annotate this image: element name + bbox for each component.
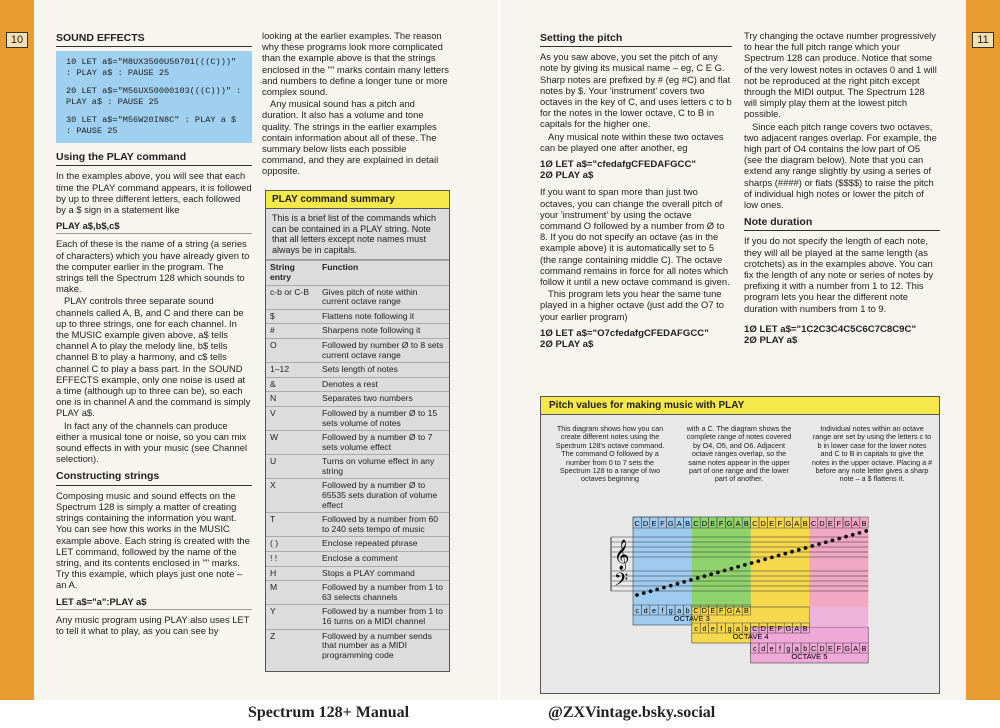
green-band <box>692 517 751 607</box>
note-label: g <box>668 606 673 615</box>
command-row <box>266 479 449 513</box>
note-duration-heading: Note duration <box>744 214 940 231</box>
note-label: g <box>727 624 732 633</box>
command-entry: 1–12 <box>266 363 318 378</box>
note-dot <box>756 559 760 563</box>
example-a-heading: LET a$="a":PLAY a$ <box>56 596 252 610</box>
note-dot <box>831 539 835 543</box>
note-label: E <box>828 644 833 653</box>
command-function: Gives pitch of note within current octave range <box>318 285 449 309</box>
command-summary-box <box>265 190 450 672</box>
note-dot <box>723 569 727 573</box>
command-function: Separates two numbers <box>318 392 449 407</box>
sound-effects-heading: SOUND EFFECTS <box>56 30 252 47</box>
note-label: D <box>701 519 708 528</box>
pitch-values-box <box>540 396 940 694</box>
note-label: B <box>861 644 867 653</box>
note-label: a <box>677 606 682 615</box>
note-label: G <box>726 519 733 528</box>
command-row <box>266 431 449 455</box>
command-function: Followed by number Ø to 8 sets current octave range <box>318 338 449 362</box>
sound-effects-code-box <box>56 51 252 143</box>
left-page <box>0 0 498 700</box>
command-function: Followed by a number from 60 to 240 sets tempo of music <box>318 513 449 537</box>
right-orange-strip <box>966 0 1000 700</box>
note-dot <box>844 535 848 539</box>
command-entry: $ <box>266 309 318 324</box>
note-label: d <box>643 606 648 615</box>
note-label: E <box>769 519 775 528</box>
note-dot <box>669 584 673 588</box>
command-function: Followed by a number from 1 to 16 turns on a MIDI channel <box>318 605 449 629</box>
command-row <box>266 581 449 605</box>
octave-label: OCTAVE 5 <box>791 652 828 661</box>
note-label: b <box>685 606 690 615</box>
note-dot <box>837 537 841 541</box>
note-label: G <box>667 519 674 528</box>
note-dot <box>682 580 686 584</box>
note-dot <box>804 546 808 550</box>
command-entry: & <box>266 377 318 392</box>
note-dot <box>642 591 646 595</box>
note-dot <box>851 533 855 537</box>
note-label: D <box>701 606 708 615</box>
command-entry: M <box>266 581 318 605</box>
note-label: f <box>661 606 664 615</box>
note-label: C <box>693 519 699 528</box>
note-label: f <box>779 644 781 653</box>
command-entry: ( ) <box>266 537 318 552</box>
note-dot <box>858 531 862 535</box>
col-entry-header: String entry <box>266 261 318 285</box>
note-dot <box>797 548 801 552</box>
command-function: Turns on volume effect in any string <box>318 455 449 479</box>
command-summary-intro: This is a brief list of the commands which can be contained in a PLAY string. Note that all letters except note names must always be in capitals. <box>266 209 449 260</box>
command-row <box>266 285 449 309</box>
note-label: d <box>761 644 766 653</box>
command-row <box>266 566 449 581</box>
note-label: A <box>853 644 858 653</box>
note-label: B <box>743 519 749 528</box>
paragraph: If you do not specify the length of each note, they will all be played at the same length (as crotchets) as in the examples above. You can fix the length of any note or series of notes by prefixing it with a number from 1 to 12. This program lets you hear the different note duration with numbers from 1 to 9. <box>744 235 934 314</box>
note-dot <box>655 587 659 591</box>
setting-pitch-heading: Setting the pitch <box>540 30 732 47</box>
note-dot <box>716 571 720 575</box>
note-label: E <box>710 519 716 528</box>
command-entry: Z <box>266 629 318 662</box>
command-function: Followed by a number Ø to 15 sets volume of notes <box>318 406 449 430</box>
note-dot <box>750 561 754 565</box>
command-entry: U <box>266 455 318 479</box>
note-label: A <box>794 624 800 633</box>
command-row <box>266 455 449 479</box>
note-dot <box>696 576 700 580</box>
note-label: b <box>744 624 749 633</box>
command-function: Sharpens note following it <box>318 324 449 339</box>
command-function: Followed by a number from 1 to 63 selects channels <box>318 581 449 605</box>
command-row <box>266 324 449 339</box>
note-label: A <box>735 606 741 615</box>
paragraph: In fact any of the channels can produce either a musical tone or noise, so you can mix sound effects in with your music (see Channel selection). <box>56 419 248 465</box>
left-column-2 <box>262 30 450 178</box>
note-dot <box>864 529 868 533</box>
using-play-heading: Using the PLAY command <box>56 149 252 166</box>
note-dot <box>770 555 774 559</box>
paragraph: As you saw above, you set the pitch of any note by giving its musical name – eg, C E G. Sharp notes are prefixed by # (eg #C) and flat notes by $. Your 'instrument' covers two octaves in the key of C, and uses letters c to b for the notes in the lower octave, C to B in capitals for the higher one. <box>540 51 732 130</box>
pitch-text-2: with a C. The diagram shows the complete range of notes covered by O4, O5, and O6. Adjacent octave ranges overlap, so the same notes appear in the upper part of one range and the lower part of another. <box>686 424 792 484</box>
note-label: C <box>752 624 758 633</box>
note-label: F <box>719 606 724 615</box>
note-label: e <box>652 606 656 615</box>
command-table <box>266 260 449 662</box>
note-label: A <box>794 519 800 528</box>
note-label: e <box>769 644 774 653</box>
command-row <box>266 629 449 662</box>
command-entry: T <box>266 513 318 537</box>
note-label: D <box>819 644 825 653</box>
command-function: Flattens note following it <box>318 309 449 324</box>
command-entry: W <box>266 431 318 455</box>
note-dot <box>729 567 733 571</box>
note-label: B <box>685 519 691 528</box>
command-row <box>266 605 449 629</box>
play-syntax-heading: PLAY a$,b$,c$ <box>56 220 252 234</box>
command-function: Enclose a comment <box>318 552 449 567</box>
note-label: E <box>769 624 774 633</box>
paragraph: Any musical sound has a pitch and duration. It also has a volume and tone quality. The strings in the earlier examples contain information about all of these. The summary below lists each possible command, and they are explained in detail opposite. <box>262 98 439 177</box>
note-dot <box>689 578 693 582</box>
note-dot <box>743 563 747 567</box>
paragraph: looking at the earlier examples. The reason why these programs look more complicated than the example above is that the strings enclosed in the "" marks contain many letters and numbers to define a longer tune or more complex sound. <box>262 30 449 98</box>
command-row <box>266 552 449 567</box>
note-label: F <box>777 519 783 528</box>
note-label: A <box>676 519 682 528</box>
code-line: 1Ø LET a$="O7cfedafgCFEDAFGCC" <box>540 327 709 339</box>
note-label: f <box>720 624 723 633</box>
page-number-left: 10 <box>6 32 28 48</box>
paragraph: PLAY controls three separate sound channels called A, B, and C and there can be up to three strings, one for each channel. In the MUSIC example given above, a$ tells channel A to play the melody line, b$ tells channel B to play a harmony, and c$ tells channel C to play a bass part. In the SOUND EFFECTS example, only one noise is used at a time (although up to three can be), so each one is in channel A and the command is simply PLAY a$. <box>56 295 251 419</box>
col-function-header: Function <box>318 261 449 285</box>
paragraph: Each of these is the name of a string (a series of characters) which you have already given to the computer earlier in the program. The strings tell the Spectrum 128 which sounds to make. <box>56 238 250 295</box>
command-entry: c-b or C-B <box>266 285 318 309</box>
note-label: F <box>836 644 841 653</box>
note-dot <box>817 542 821 546</box>
note-label: B <box>802 624 808 633</box>
command-function: Followed by a number Ø to 65535 sets duration of volume effect <box>318 479 449 513</box>
note-label: E <box>710 606 716 615</box>
code-line: 2Ø PLAY a$ <box>540 339 594 351</box>
note-label: G <box>785 519 792 528</box>
note-dot <box>824 540 828 544</box>
command-entry: N <box>266 392 318 407</box>
note-label: D <box>760 624 766 633</box>
left-orange-strip <box>0 0 34 700</box>
note-label: A <box>853 519 859 528</box>
code-block <box>540 159 732 181</box>
command-function: Denotes a rest <box>318 377 449 392</box>
note-label: a <box>736 624 740 633</box>
command-entry: # <box>266 324 318 339</box>
note-dot <box>709 572 713 576</box>
command-row <box>266 309 449 324</box>
right-column-2 <box>744 30 940 351</box>
code-block <box>744 324 940 346</box>
note-label: c <box>753 644 757 653</box>
note-label: D <box>760 519 766 528</box>
note-label: G <box>844 519 851 528</box>
command-row <box>266 406 449 430</box>
command-row <box>266 377 449 392</box>
note-label: D <box>819 519 825 528</box>
paragraph: This program lets you hear the same tune played in a higher octave (just add the O7 to your earlier program) <box>540 288 724 322</box>
pitch-values-title: Pitch values for making music with PLAY <box>541 397 939 415</box>
octave-label: OCTAVE 3 <box>673 614 710 623</box>
command-row <box>266 537 449 552</box>
note-label: g <box>786 644 791 653</box>
paragraph: Any music program using PLAY also uses LET to tell it what to play, as you can see by <box>56 613 250 636</box>
note-label: C <box>752 519 758 528</box>
note-dot <box>777 554 781 558</box>
command-function: Followed by a number sends that number as a MIDI programming code <box>318 629 449 662</box>
footer-left: Spectrum 128+ Manual <box>248 704 410 721</box>
note-dot <box>676 582 680 586</box>
paragraph: In the examples above, you will see that each time the PLAY command appears, it is followed by up to three different letters, each followed by a $ sign in a statement like <box>56 170 252 216</box>
footer-right: @ZXVintage.bsky.social <box>548 704 716 721</box>
note-dot <box>662 586 666 590</box>
note-label: A <box>735 519 741 528</box>
command-row <box>266 338 449 362</box>
command-entry: H <box>266 566 318 581</box>
note-label: b <box>803 644 808 653</box>
code-line: 10 LET a$="M8UX3500U50701(((C)))" : PLAY a$ : PAUSE 25 <box>66 57 237 79</box>
command-entry: ! ! <box>266 552 318 567</box>
note-label: F <box>836 519 842 528</box>
note-label: B <box>861 519 867 528</box>
note-label: G <box>844 644 850 653</box>
code-line: 20 LET a$="M56UX50000103(((C)))" : PLAY a$ : PAUSE 25 <box>66 86 242 108</box>
octave-label: OCTAVE 4 <box>732 632 769 641</box>
note-label: F <box>718 519 724 528</box>
command-function: Enclose repeated phrase <box>318 537 449 552</box>
pitch-diagram <box>541 397 941 695</box>
note-label: E <box>651 519 657 528</box>
note-dot <box>703 574 707 578</box>
command-entry: X <box>266 479 318 513</box>
note-label: d <box>702 624 707 633</box>
code-block <box>540 328 732 350</box>
command-row <box>266 363 449 378</box>
paragraph: Since each pitch range covers two octaves, two adjacent ranges overlap. For example, the high part of O4 contains the low part of O5 (see the diagram below). Note that you can extend any range slightly by using a series of sharps (####) or flats ($$$$) to raise the pitch of individual high notes or lower the pitch of low ones. <box>744 120 937 211</box>
note-label: F <box>660 519 665 528</box>
command-entry: V <box>266 406 318 430</box>
note-label: G <box>726 606 733 615</box>
treble-clef: 𝄞 <box>614 540 630 570</box>
note-label: C <box>693 606 699 615</box>
code-line: 30 LET a$="M56W20IN8C" : PLAY a $ : PAUSE 25 <box>66 115 237 137</box>
paragraph: Composing music and sound effects on the Spectrum 128 is simply a matter of creating strings containing the information you want. You can see how this works in the MUSIC example above. Each string is created with the LET command, followed by the name of the string, and its contents enclosed in "" marks. Try this example, which plays just one note – an A. <box>56 489 250 591</box>
note-dot <box>810 544 814 548</box>
command-row <box>266 513 449 537</box>
pitch-text-3: Individual notes within an octave range are set by using the letters c to b in lower case for the lower notes and C to B in capitals to give the notes in the upper octave. Placing a # before any note letter gives a sharp note – a $ flattens it. <box>811 424 933 484</box>
note-label: B <box>744 606 749 615</box>
paragraph: If you want to span more than just two octaves, you can change the overall pitch of your 'instrument' by using the octave command O followed by a number from Ø to 8. If you do not specify an octave (as in the example above) it is automatically set to 5 (the range containing middle C). The octave command remains in force for all notes which follow it until a new octave command is given. <box>540 186 730 288</box>
bass-clef: 𝄢 <box>614 570 629 595</box>
note-label: F <box>777 624 783 633</box>
note-label: C <box>634 519 640 528</box>
note-label: C <box>810 519 817 528</box>
note-label: C <box>810 644 817 653</box>
command-function: Sets length of notes <box>318 363 449 378</box>
right-column-1 <box>540 30 732 355</box>
note-label: e <box>710 624 715 633</box>
command-function: Stops a PLAY command <box>318 566 449 581</box>
note-dot <box>790 550 794 554</box>
note-dot <box>763 557 767 561</box>
command-summary-title: PLAY command summary <box>266 191 449 209</box>
pitch-text-1: This diagram shows how you can create different notes using the Spectrum 128's octave command. The command O followed by a number from 0 to 7 sets the Spectrum 128 to a range of two octaves beginning <box>555 424 665 484</box>
note-label: G <box>785 624 792 633</box>
command-function: Followed by a number Ø to 7 sets volume effect <box>318 431 449 455</box>
code-line: 2Ø PLAY a$ <box>744 335 798 347</box>
constructing-heading: Constructing strings <box>56 468 252 485</box>
left-column-1 <box>56 30 252 637</box>
note-dot <box>736 565 740 569</box>
command-entry: O <box>266 338 318 362</box>
note-dot <box>783 552 787 556</box>
command-entry: Y <box>266 605 318 629</box>
command-row <box>266 392 449 407</box>
code-line: 1Ø LET a$="1C2C3C4C5C6C7C8C9C" <box>744 323 916 335</box>
note-label: c <box>694 624 698 633</box>
paragraph: Try changing the octave number progressively to hear the full pitch range which your Spectrum 128 can produce. Notice that some of the very lowest notes in octaves 0 and 1 will not be reproduced at the right pitch except through the MIDI output. The Spectrum 128 will simply play them at the lowest pitch possible. <box>744 30 937 120</box>
note-label: D <box>642 519 649 528</box>
page-number-right: 11 <box>972 32 994 48</box>
code-line: 2Ø PLAY a$ <box>540 170 594 182</box>
note-label: E <box>827 519 833 528</box>
note-label: a <box>794 644 799 653</box>
code-line: 1Ø LET a$="cfedafgCFEDAFGCC" <box>540 159 696 171</box>
note-dot <box>649 589 653 593</box>
note-dot <box>635 593 639 597</box>
note-label: c <box>635 606 639 615</box>
note-label: B <box>802 519 808 528</box>
paragraph: Any musical note within these two octaves can be played one after another, eg <box>540 130 724 153</box>
